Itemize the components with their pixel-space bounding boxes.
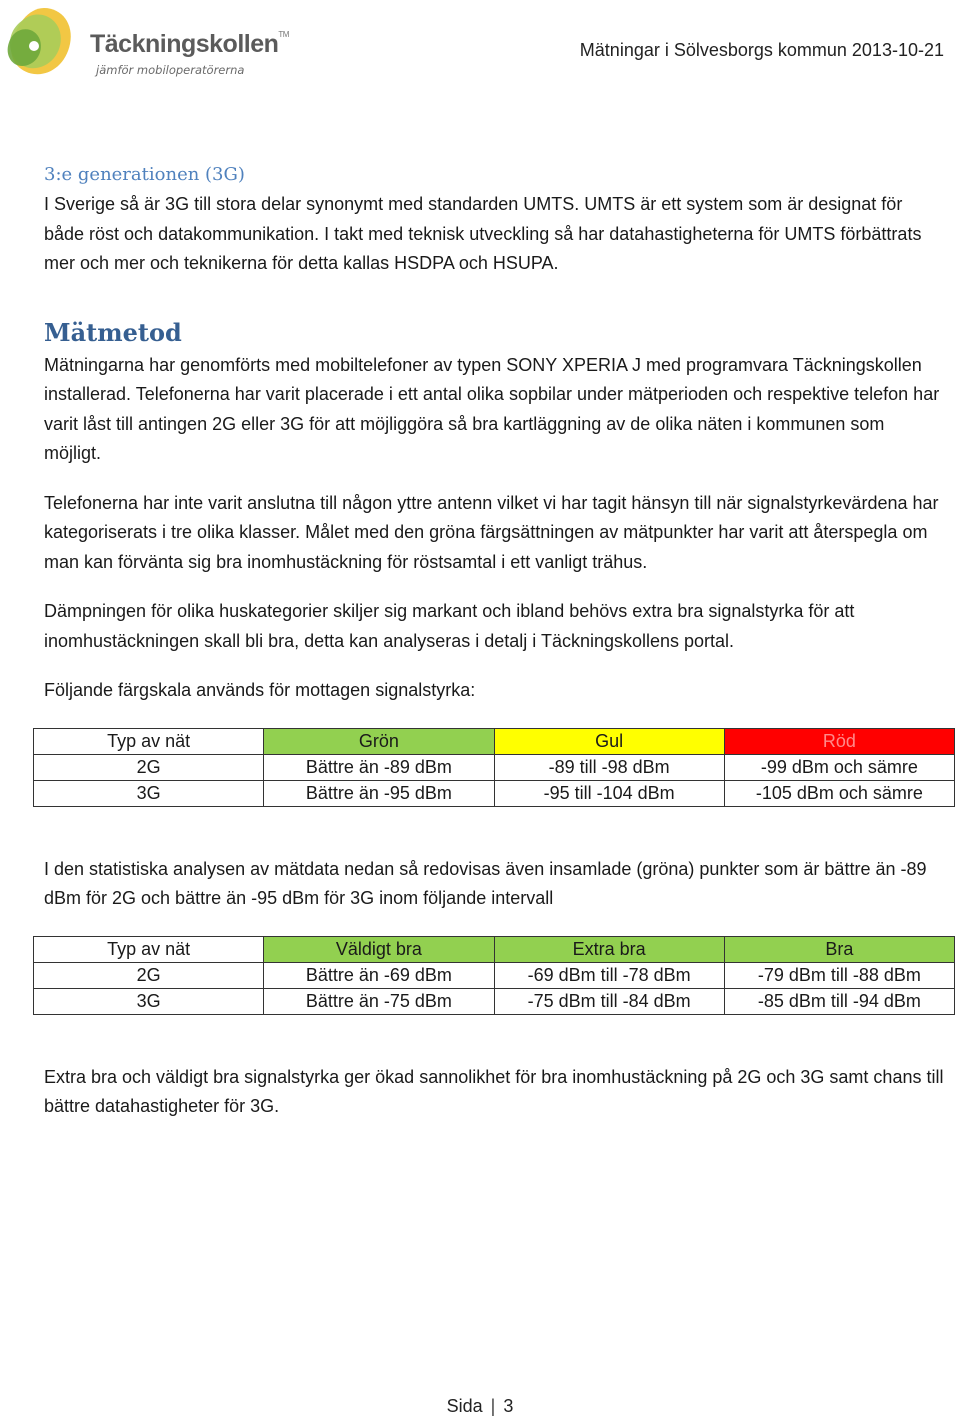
table-cell: Bättre än -89 dBm xyxy=(264,754,494,780)
table-header-cell: Bra xyxy=(724,936,954,962)
table-cell: -79 dBm till -88 dBm xyxy=(724,962,954,988)
table-row xyxy=(34,754,955,780)
table-cell: Bättre än -95 dBm xyxy=(264,780,494,806)
table-header-row xyxy=(34,728,955,754)
section-3g-text: I Sverige så är 3G till stora delar synonymt med standarden UMTS. UMTS är ett system som är designat för både röst och datakommunikation. I takt med teknisk utveckling så har datahastigheterna för UMTS förbättrats mer och mer och teknikerna för detta kallas HSDPA och HSUPA. xyxy=(44,194,922,273)
table-cell: 2G xyxy=(34,962,264,988)
page-label: Sida xyxy=(446,1396,483,1416)
table-row xyxy=(34,962,955,988)
method-paragraph-1: Mätningarna har genomförts med mobiltelefoner av typen SONY XPERIA J med programvara Täckningskollen installerad. Telefonerna har varit placerade i ett antal olika sopbilar under mätperioden och respektive telefon har varit låst till antingen 2G eller 3G för att möjliggöra så bra kartläggning av de olika näten i kommunen som möjligt. xyxy=(44,354,940,463)
table-header-row xyxy=(34,936,955,962)
method-paragraph-4: Följande färgskala används för mottagen signalstyrka: xyxy=(44,680,476,700)
table-cell: -69 dBm till -78 dBm xyxy=(494,962,724,988)
section-method-heading: Mätmetod xyxy=(44,317,182,347)
page-footer xyxy=(0,1396,960,1417)
closing-text: Extra bra och väldigt bra signalstyrka ger ökad sannolikhet för bra inomhustäckning på 2G och 3G samt chans till bättre datahastigheter för 3G. xyxy=(44,1066,944,1116)
signal-interval-table xyxy=(33,936,955,1015)
table-cell: -95 till -104 dBm xyxy=(494,780,724,806)
logo-mark-icon xyxy=(4,4,84,82)
table-cell: -105 dBm och sämre xyxy=(724,780,954,806)
table-header-cell: Grön xyxy=(264,728,494,754)
method-paragraph-3: Dämpningen för olika huskategorier skiljer sig markant och ibland behövs extra bra signalstyrka för att inomhustäckningen skall bli bra, detta kan analyseras i detalj i Täckningskollens portal. xyxy=(44,601,855,651)
table-header-cell: Röd xyxy=(724,728,954,754)
logo-tagline: jämför mobiloperatörerna xyxy=(96,63,245,77)
table-header-cell: Extra bra xyxy=(494,936,724,962)
table-cell: 3G xyxy=(34,988,264,1014)
analysis-text: I den statistiska analysen av mätdata nedan så redovisas även insamlade (gröna) punkter som är bättre än -89 dBm för 2G och bättre än -95 dBm för 3G inom följande intervall xyxy=(44,858,927,908)
table-cell: -99 dBm och sämre xyxy=(724,754,954,780)
table-header-cell: Typ av nät xyxy=(34,936,264,962)
table-cell: -85 dBm till -94 dBm xyxy=(724,988,954,1014)
signal-color-scale-table xyxy=(33,728,955,807)
method-paragraph-2: Telefonerna har inte varit anslutna till någon yttre antenn vilket vi har tagit hänsyn till när signalstyrkevärdena har kategoriserats i tre olika klasser. Målet med den gröna färgsättningen av mätpunkter har varit att återspegla om man kan förvänta sig bra inomhustäckning för röstsamtal i ett vanligt trähus. xyxy=(44,492,939,572)
header-title: Mätningar i Sölvesborgs kommun 2013-10-21 xyxy=(579,40,944,60)
footer-divider: | xyxy=(490,1396,496,1416)
table-cell: 3G xyxy=(34,780,264,806)
logo-name: Täckningskollen™ xyxy=(90,30,289,58)
table-cell: Bättre än -69 dBm xyxy=(264,962,494,988)
table-row xyxy=(34,988,955,1014)
table-cell: -89 till -98 dBm xyxy=(494,754,724,780)
table-header-cell: Typ av nät xyxy=(34,728,264,754)
table-header-cell: Gul xyxy=(494,728,724,754)
logo xyxy=(4,4,294,84)
table-cell: Bättre än -75 dBm xyxy=(264,988,494,1014)
table-cell: 2G xyxy=(34,754,264,780)
page-number: 3 xyxy=(503,1396,514,1416)
table-cell: -75 dBm till -84 dBm xyxy=(494,988,724,1014)
document-body xyxy=(44,160,944,1122)
table-row xyxy=(34,780,955,806)
table-header-cell: Väldigt bra xyxy=(264,936,494,962)
section-3g-heading: 3:e generationen (3G) xyxy=(44,164,245,185)
